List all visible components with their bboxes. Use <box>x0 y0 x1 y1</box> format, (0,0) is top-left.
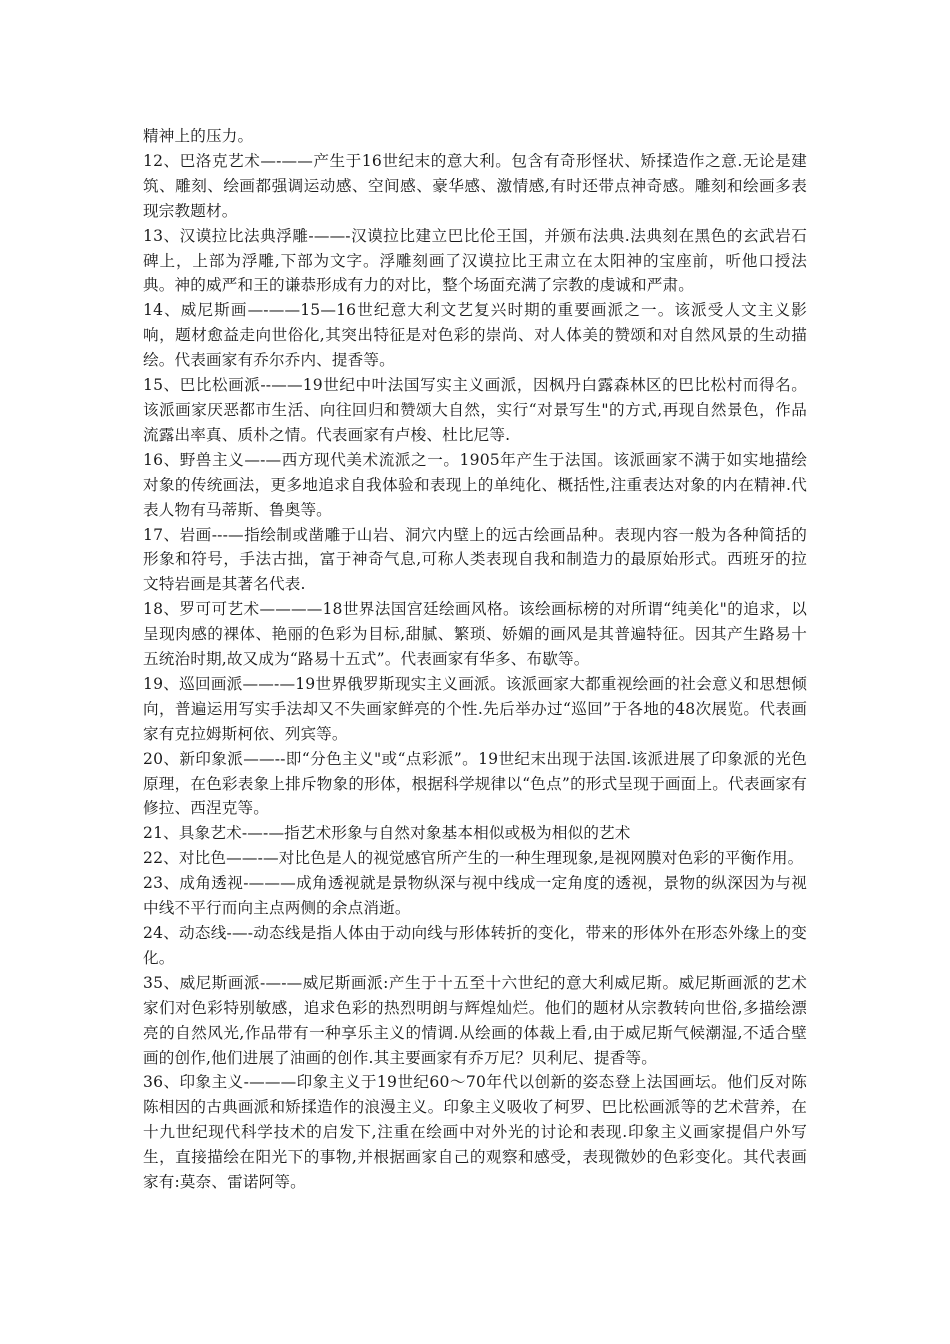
paragraph-motion-line: 24、动态线-—-动态线是指人体由于动向线与形体转折的变化，带来的形体外在形态外缘上的变化。 <box>143 924 807 967</box>
paragraph-rock-painting: 17、岩画---—指绘制或凿雕于山岩、洞穴内壁上的远古绘画品种。表现内容一般为各种简括的形象和符号，手法古拙，富于神奇气息,可称人类表现自我和制造力的最原始形式。西班牙的拉文特岩画是其著名代表. <box>143 525 807 594</box>
paragraph-venetian-painting: 14、威尼斯画—-——15—16世纪意大利文艺复兴时期的重要画派之一。该派受人文主义影响，题材愈益走向世俗化,其突出特征是对色彩的崇尚、对人体美的赞颂和对自然风景的生动描绘。代表画家有乔尔乔内、提香等。 <box>143 301 807 370</box>
paragraph-figurative-art: 21、具象艺术-—-—指艺术形象与自然对象基本相似或极为相似的艺术 <box>143 824 631 843</box>
paragraph-peredvizhniki: 19、巡回画派——-—19世界俄罗斯现实主义画派。该派画家大都重视绘画的社会意义和思想倾向，普遍运用写实手法却又不失画家鲜亮的个性.先后举办过“巡回”于各地的48次展览。代表画家有克拉姆斯柯依、列宾等。 <box>143 674 807 743</box>
paragraph-hammurabi-code-relief: 13、汉谟拉比法典浮雕-——-汉谟拉比建立巴比伦王国，并颁布法典.法典刻在黑色的玄武岩石碑上，上部为浮雕,下部为文字。浮雕刻画了汉谟拉比王肃立在太阳神的宝座前，听他口授法典。神的威严和王的谦恭形成有力的对比，整个场面充满了宗教的虔诚和严肃。 <box>143 226 807 295</box>
paragraph-barbizon-school: 15、巴比松画派--——19世纪中叶法国写实主义画派，因枫丹白露森林区的巴比松村而得名。该派画家厌恶都市生活、向往回归和赞颂大自然，实行“对景写生"的方式,再现自然景色，作品流露出率真、质朴之情。代表画家有卢梭、杜比尼等. <box>143 376 807 444</box>
paragraph-fauvism: 16、野兽主义—-—西方现代美术流派之一。1905年产生于法国。该派画家不满于如实地描绘对象的传统画法，更多地追求自我体验和表现上的单纯化、概括性,注重表达对象的内在精神.代表人物有马蒂斯、鲁奥等。 <box>143 450 807 519</box>
paragraph-impressionism: 36、印象主义-———印象主义于19世纪60～70年代以创新的姿态登上法国画坛。他们反对陈陈相因的古典画派和矫揉造作的浪漫主义。印象主义吸收了柯罗、巴比松画派等的艺术营养，在十九世纪现代科学技术的启发下,注重在绘画中对外光的讨论和表现.印象主义画家提倡户外写生，直接描绘在阳光下的事物,并根据画家自己的观察和感受，表现微妙的色彩变化。其代表画家有:莫奈、雷诺阿等。 <box>143 1073 807 1192</box>
paragraph-venetian-school: 35、威尼斯画派-—-—威尼斯画派:产生于十五至十六世纪的意大利威尼斯。威尼斯画派的艺术家们对色彩特别敏感，追求色彩的热烈明朗与辉煌灿烂。他们的题材从宗教转向世俗,多描绘漂亮的自然风光,作品带有一种享乐主义的情调.从绘画的体裁上看,由于威尼斯气候潮湿,不适合壁画的创作,他们进展了油画的创作.其主要画家有乔万尼？贝利尼、提香等。 <box>143 973 807 1067</box>
paragraph-angular-perspective: 23、成角透视-———成角透视就是景物纵深与视中线成一定角度的透视，景物的纵深因为与视中线不平行而向主点两侧的余点消逝。 <box>143 874 807 918</box>
paragraph-rococo-art: 18、罗可可艺术————18世界法国宫廷绘画风格。该绘画标榜的对所谓“纯美化"的追求，以呈现肉感的裸体、艳丽的色彩为目标,甜腻、繁琐、娇媚的画风是其普遍特征。因其产生路易十五统治时期,故又成为“路易十五式”。代表画家有华多、布歇等。 <box>143 600 807 669</box>
paragraph-pressure-continuation: 精神上的压力。 <box>143 127 254 145</box>
paragraph-contrast-color: 22、对比色——-—对比色是人的视觉感官所产生的一种生理现象,是视网膜对色彩的平衡作用。 <box>143 849 804 868</box>
document-page <box>143 124 807 1195</box>
paragraph-baroque-art: 12、巴洛克艺术—-——产生于16世纪末的意大利。包含有奇形怪状、矫揉造作之意.无论是建筑、雕刻、绘画都强调运动感、空间感、豪华感、激情感,有时还带点神奇感。雕刻和绘画多表现宗教题材。 <box>143 151 807 220</box>
paragraph-neo-impressionism: 20、新印象派——--即“分色主义"或“点彩派”。19世纪末出现于法国.该派进展了印象派的光色原理，在色彩表象上排斥物象的形体，根据科学规律以“色点”的形式呈现于画面上。代表画家有修拉、西涅克等。 <box>143 749 807 818</box>
